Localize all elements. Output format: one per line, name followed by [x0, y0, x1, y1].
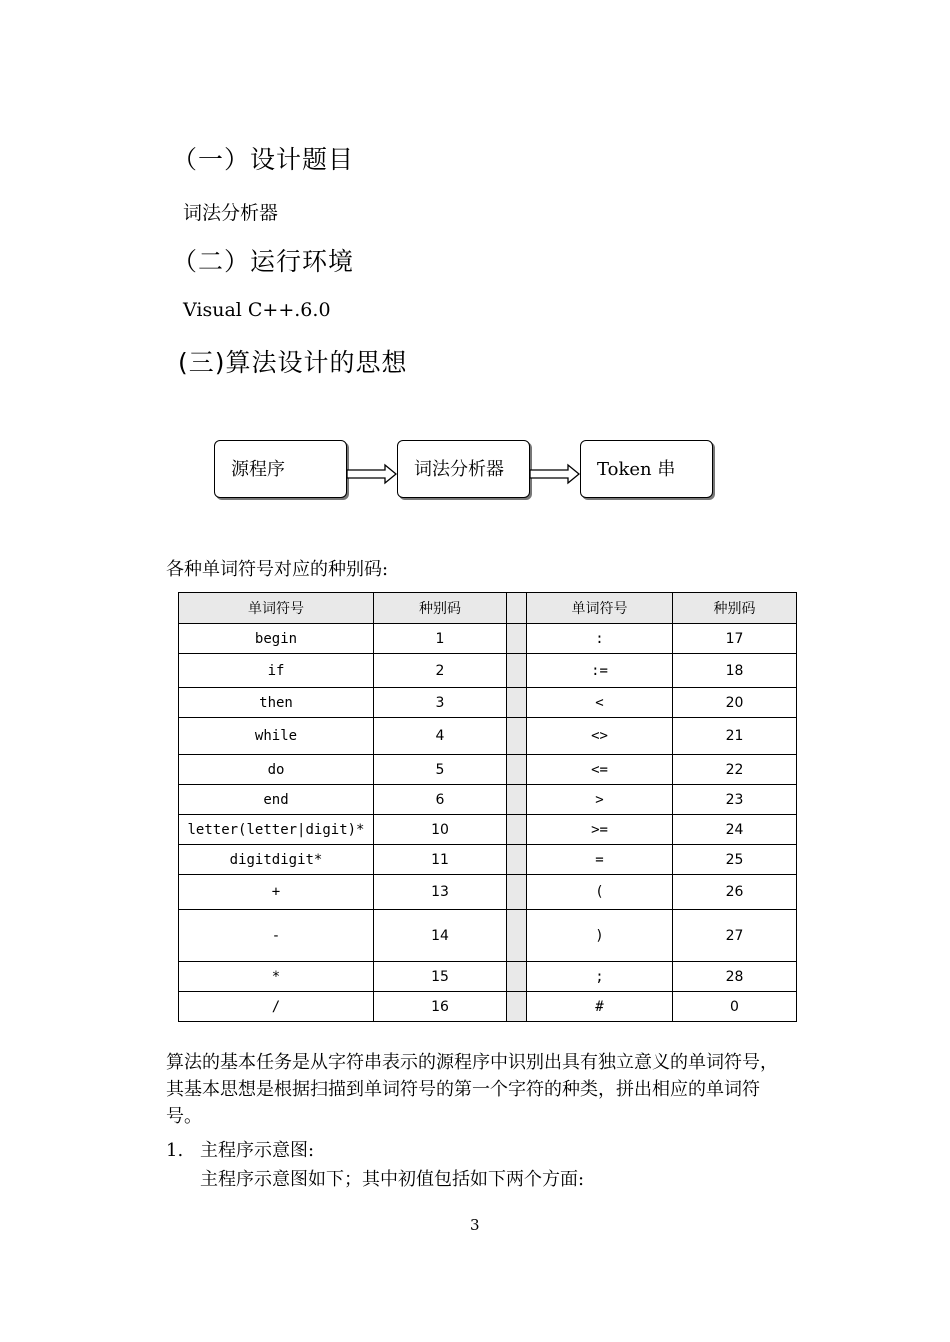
table-row	[179, 785, 797, 815]
list-item-title: 主程序示意图:	[200, 1140, 315, 1161]
cell-symbol-left: letter(letter|digit)*	[179, 815, 374, 845]
header-symbol-right: 单词符号	[527, 593, 673, 624]
cell-code-right: 17	[673, 624, 797, 654]
cell-gap	[507, 688, 527, 718]
cell-code-right: 28	[673, 962, 797, 992]
cell-gap	[507, 624, 527, 654]
list-item-number: 1.	[166, 1140, 184, 1161]
cell-symbol-left: end	[179, 785, 374, 815]
cell-symbol-right: =	[527, 845, 673, 875]
cell-code-left: 4	[374, 718, 507, 755]
table-row	[179, 845, 797, 875]
cell-code-right: 24	[673, 815, 797, 845]
flow-arrow-2	[530, 463, 580, 485]
cell-symbol-left: while	[179, 718, 374, 755]
token-code-table	[178, 592, 797, 1022]
flow-box-token	[580, 440, 713, 498]
cell-symbol-right: <	[527, 688, 673, 718]
cell-gap	[507, 992, 527, 1022]
table-caption: 各种单词符号对应的种别码:	[166, 559, 389, 580]
cell-code-left: 10	[374, 815, 507, 845]
cell-code-left: 3	[374, 688, 507, 718]
cell-code-left: 15	[374, 962, 507, 992]
cell-symbol-left: do	[179, 755, 374, 785]
cell-code-left: 5	[374, 755, 507, 785]
header-code-left: 种别码	[374, 593, 507, 624]
cell-symbol-left: digitdigit*	[179, 845, 374, 875]
cell-symbol-left: /	[179, 992, 374, 1022]
list-item-1	[166, 1136, 314, 1162]
cell-symbol-left: if	[179, 654, 374, 688]
cell-code-right: 22	[673, 755, 797, 785]
cell-symbol-right: ;	[527, 962, 673, 992]
section-2-heading: （二）运行环境	[172, 247, 355, 276]
header-symbol-left: 单词符号	[179, 593, 374, 624]
cell-code-left: 1	[374, 624, 507, 654]
cell-symbol-right: (	[527, 875, 673, 910]
cell-gap	[507, 875, 527, 910]
table-row	[179, 815, 797, 845]
table-row	[179, 624, 797, 654]
table-header-row	[179, 593, 797, 624]
flow-box-lexer-label: 词法分析器	[414, 459, 504, 480]
section-1-heading: （一）设计题目	[172, 145, 355, 174]
cell-symbol-right: :=	[527, 654, 673, 688]
cell-symbol-right: :	[527, 624, 673, 654]
cell-code-left: 6	[374, 785, 507, 815]
table-row	[179, 755, 797, 785]
cell-symbol-right: <>	[527, 718, 673, 755]
section-1-text: 词法分析器	[183, 202, 279, 224]
table-gap-column	[507, 593, 527, 624]
cell-code-right: 21	[673, 718, 797, 755]
cell-code-left: 14	[374, 910, 507, 962]
table-row	[179, 910, 797, 962]
cell-gap	[507, 785, 527, 815]
table-row	[179, 688, 797, 718]
cell-symbol-right: #	[527, 992, 673, 1022]
table-row	[179, 992, 797, 1022]
cell-code-right: 23	[673, 785, 797, 815]
cell-code-left: 11	[374, 845, 507, 875]
cell-code-right: 0	[673, 992, 797, 1022]
cell-symbol-right: >	[527, 785, 673, 815]
cell-gap	[507, 845, 527, 875]
cell-symbol-left: +	[179, 875, 374, 910]
list-item-text: 主程序示意图如下；其中初值包括如下两个方面:	[200, 1169, 585, 1190]
cell-symbol-left: begin	[179, 624, 374, 654]
cell-gap	[507, 910, 527, 962]
cell-symbol-right: )	[527, 910, 673, 962]
section-2-text: Visual C++.6.0	[183, 299, 331, 321]
cell-code-right: 25	[673, 845, 797, 875]
flow-box-source-label: 源程序	[231, 459, 285, 480]
cell-gap	[507, 755, 527, 785]
table-row	[179, 718, 797, 755]
cell-code-left: 13	[374, 875, 507, 910]
cell-gap	[507, 815, 527, 845]
cell-code-right: 20	[673, 688, 797, 718]
cell-gap	[507, 654, 527, 688]
cell-symbol-right: >=	[527, 815, 673, 845]
cell-code-right: 26	[673, 875, 797, 910]
cell-code-right: 18	[673, 654, 797, 688]
section-3-heading: (三)算法设计的思想	[178, 348, 408, 377]
cell-symbol-left: -	[179, 910, 374, 962]
page-number: 3	[470, 1216, 480, 1234]
table-row	[179, 654, 797, 688]
flow-box-source	[214, 440, 347, 498]
cell-symbol-left: *	[179, 962, 374, 992]
flow-arrow-1	[347, 463, 397, 485]
table-row	[179, 875, 797, 910]
flow-box-token-label: Token 串	[597, 459, 676, 480]
cell-gap	[507, 962, 527, 992]
flow-box-lexer	[397, 440, 530, 498]
cell-gap	[507, 718, 527, 755]
header-code-right: 种别码	[673, 593, 797, 624]
cell-code-right: 27	[673, 910, 797, 962]
cell-symbol-right: <=	[527, 755, 673, 785]
cell-code-left: 2	[374, 654, 507, 688]
paragraph: 算法的基本任务是从字符串表示的源程序中识别出具有独立意义的单词符号，其基本思想是根据扫描到单词符号的第一个字符的种类，拼出相应的单词符号。	[166, 1052, 778, 1127]
cell-symbol-left: then	[179, 688, 374, 718]
table-row	[179, 962, 797, 992]
cell-code-left: 16	[374, 992, 507, 1022]
